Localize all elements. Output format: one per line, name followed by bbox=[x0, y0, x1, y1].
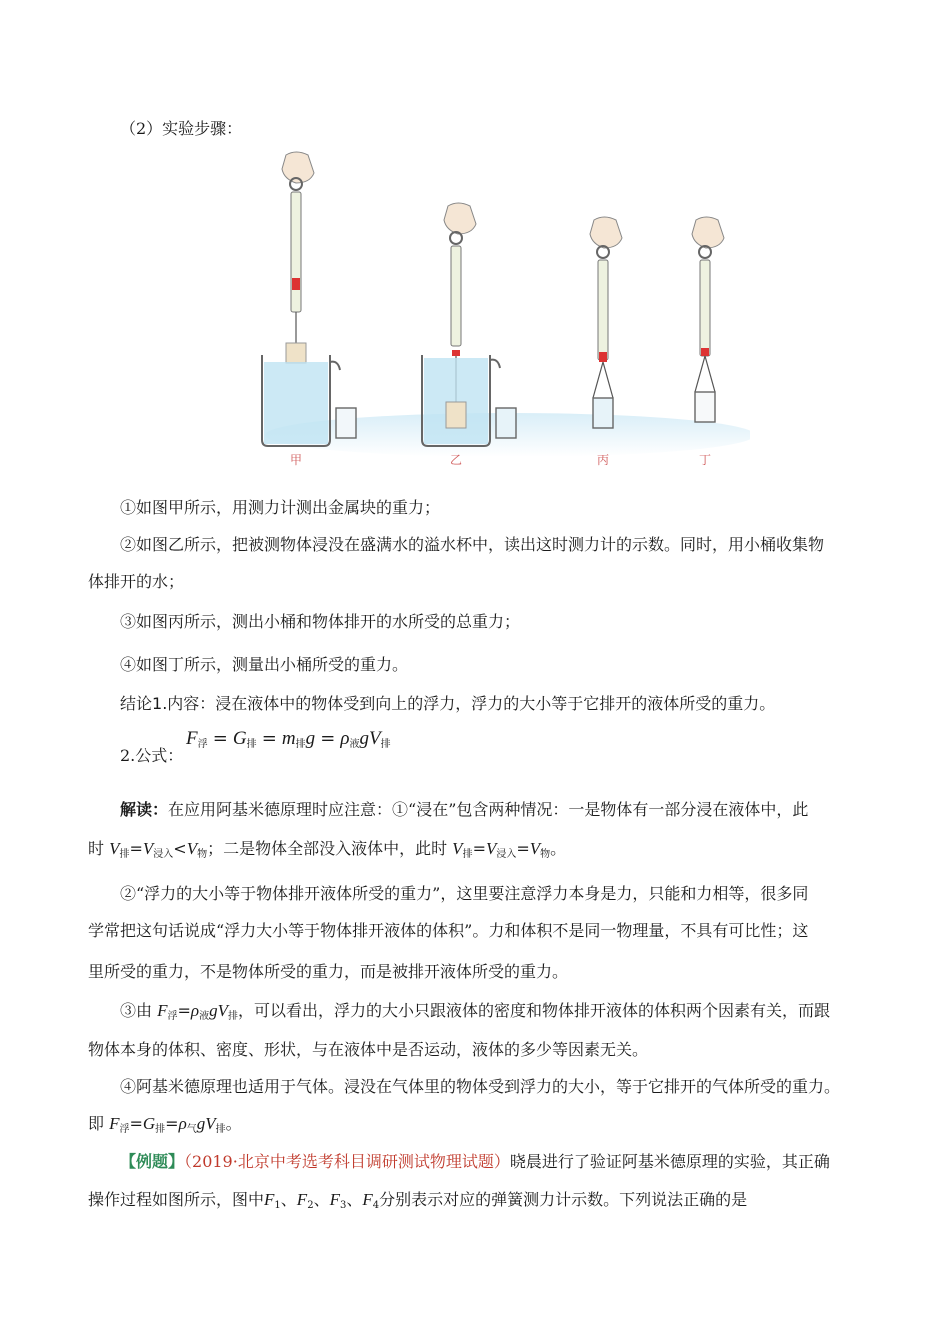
spring-scale bbox=[451, 246, 461, 346]
interpretation-p2-l3: 里所受的重力，不是物体所受的重力，而是被排开液体所受的重力。 bbox=[88, 962, 569, 981]
setup-jia bbox=[262, 152, 356, 467]
small-bucket bbox=[336, 408, 356, 438]
example-line-2: 操作过程如图所示，图中$F_1$、$F_2$、$F_3$、$F_4$分别表示对应的弹簧测力计示数。下列说法正确的是 bbox=[88, 1190, 748, 1211]
step-4: ④如图丁所示，测量出小桶所受的重力。 bbox=[120, 655, 409, 674]
small-bucket bbox=[695, 392, 715, 422]
interpretation-line-1: 解读：在应用阿基米德原理时应注意：①“浸在”包含两种情况：一是物体有一部分浸在液体中，此 bbox=[120, 800, 809, 819]
interpretation-p4-l1: ④阿基米德原理也适用于气体。浸没在气体里的物体受到浮力的大小，等于它排开的气体所受的重力。 bbox=[120, 1077, 841, 1096]
example-label: 【例题】 bbox=[120, 1152, 185, 1171]
example-line-1: 【例题】（2019·北京中考选考科目调研测试物理试题）晓晨进行了验证阿基米德原理的实验，其正确 bbox=[120, 1152, 830, 1171]
hand-icon bbox=[590, 217, 622, 248]
formula: $F_浮 = G_排 = m_排g = \rho_液gV_排$ bbox=[186, 728, 391, 750]
formula-label: 2.公式： bbox=[120, 746, 184, 765]
label-ding: 丁 bbox=[699, 453, 712, 467]
metal-block bbox=[286, 343, 306, 363]
step-heading: （2）实验步骤： bbox=[120, 119, 243, 138]
hand-icon bbox=[444, 203, 476, 234]
label-jia: 甲 bbox=[290, 453, 303, 467]
interpretation-p4-l2: 即 $F_浮=G_排=\rho_气gV_排$。 bbox=[88, 1114, 242, 1135]
step-1: ①如图甲所示，用测力计测出金属块的重力； bbox=[120, 498, 441, 517]
label-bing: 丙 bbox=[597, 453, 610, 467]
step-2-cont: 体排开的水； bbox=[88, 572, 185, 591]
interpretation-line-2: 时 $V_排=V_{浸入}<V_物$；二是物体全部没入液体中，此时 $V_排=V_{浸入}=V_物$。 bbox=[88, 839, 567, 860]
spring-scale bbox=[598, 260, 608, 360]
interpretation-p3-l2: 物体本身的体积、密度、形状，与在液体中是否运动，液体的多少等因素无关。 bbox=[88, 1040, 649, 1059]
conclusion-content: 结论1.内容：浸在液体中的物体受到向上的浮力，浮力的大小等于它排开的液体所受的重力。 bbox=[120, 694, 776, 713]
step-2: ②如图乙所示，把被测物体浸没在盛满水的溢水杯中，读出这时测力计的示数。同时，用小桶收集物 bbox=[120, 535, 825, 554]
step-3: ③如图丙所示，测出小桶和物体排开的水所受的总重力； bbox=[120, 612, 521, 631]
spring-scale bbox=[291, 192, 301, 312]
interpretation-p3-l1: ③由 $F_浮=\rho_液gV_排$，可以看出，浮力的大小只跟液体的密度和物体排开液体的体积两个因素有关，而跟 bbox=[120, 1001, 830, 1022]
hand-icon bbox=[692, 217, 724, 248]
interpretation-p2-l1: ②“浮力的大小等于物体排开液体所受的重力”，这里要注意浮力本身是力，只能和力相等，很多同 bbox=[120, 884, 809, 903]
label-yi: 乙 bbox=[450, 453, 463, 467]
small-bucket bbox=[593, 398, 613, 428]
setup-yi bbox=[422, 203, 516, 467]
small-bucket bbox=[496, 408, 516, 438]
spring-scale bbox=[700, 260, 710, 356]
experiment-figure bbox=[250, 150, 750, 475]
interpretation-p2-l2: 学常把这句话说成“浮力大小等于物体排开液体的体积”。力和体积不是同一物理量，不具有可比性；这 bbox=[88, 921, 809, 940]
example-source: （2019·北京中考选考科目调研测试物理试题） bbox=[184, 1152, 510, 1171]
metal-block bbox=[446, 402, 466, 428]
